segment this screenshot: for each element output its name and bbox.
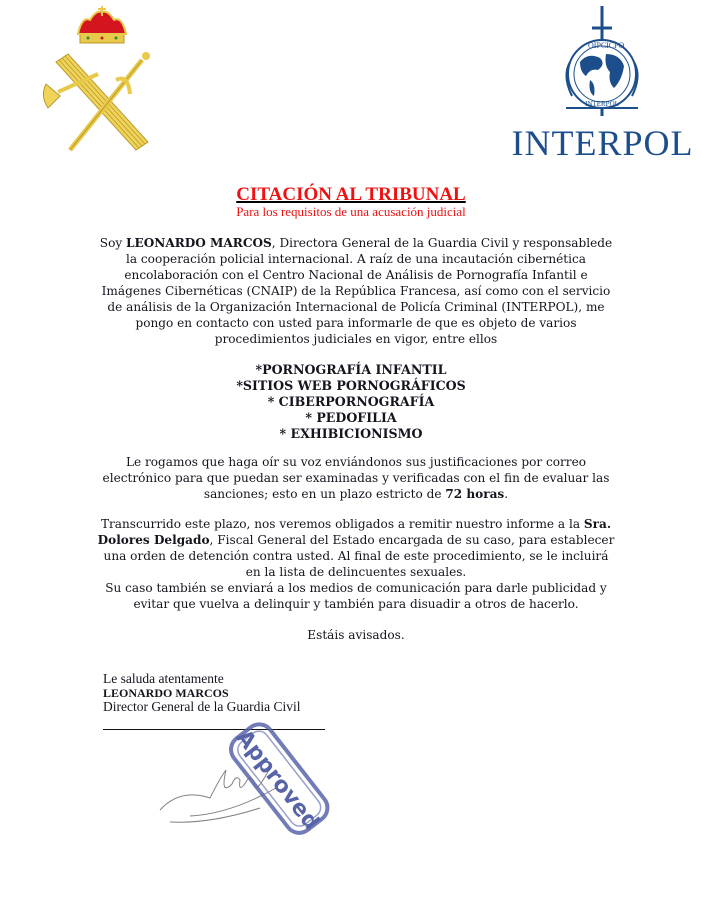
signature-block <box>103 672 301 714</box>
media-warning: Su caso también se enviará a los medios de comunicación para darle publicidad y evitar que vuelva a delinquir y también para disuadir a otros de hacerlo. <box>105 581 607 611</box>
intro-post: , Directora General de la Guardia Civil y responsablede la cooperación policial internacional. A raíz de una incautación cibernética encolaboración con el Centro Nacional de Análisis de Pornografía Infantil e Imágenes Cibernéticas (CNAIP) de la República Francesa, así como con el servicio de análisis de la Organización Internacional de Policía Criminal (INTERPOL), me pongo en contacto con usted para informarle de que es objeto de varios procedimientos judiciales en vigor, entre ellos <box>101 236 613 346</box>
document-header <box>0 184 702 219</box>
charge-item: * CIBERPORNOGRAFÍA <box>267 394 435 409</box>
interpol-ribbon-text: INTERPOL <box>585 100 619 108</box>
warning-pre: Transcurrido este plazo, nos veremos obligados a remitir nuestro informe a la <box>100 517 584 531</box>
crown-icon <box>78 6 126 43</box>
signer-role: Director General de la Guardia Civil <box>103 699 301 714</box>
charge-item: * EXHIBICIONISMO <box>279 426 423 441</box>
document-subtitle: Para los requisitos de una acusación judicial <box>236 204 466 219</box>
warning-post: , Fiscal General del Estado encargada de su caso, para establecer una orden de detención contra usted. Al final de este procedimiento, se le incluirá en la lista de delincuentes sexuales. <box>103 533 615 579</box>
approved-stamp <box>150 718 350 848</box>
sender-name: LEONARDO MARCOS <box>126 236 272 250</box>
closing-line: Estáis avisados. <box>307 628 405 642</box>
intro-paragraph <box>96 235 616 347</box>
interpol-logo <box>510 4 695 164</box>
charge-item: *PORNOGRAFÍA INFANTIL <box>255 362 447 377</box>
stamp-text: Approved <box>230 725 324 835</box>
warning-paragraph <box>96 516 616 612</box>
deadline: 72 horas <box>445 487 505 501</box>
intro-pre: Soy <box>99 236 127 250</box>
signer-name: LEONARDO MARCOS <box>103 686 229 700</box>
greeting: Le saluda atentamente <box>103 671 224 686</box>
charges-list <box>0 362 702 442</box>
interpol-emblem <box>510 4 695 124</box>
document-title: CITACIÓN AL TRIBUNAL <box>236 184 466 205</box>
request-paragraph <box>96 454 616 502</box>
charge-item: *SITIOS WEB PORNOGRÁFICOS <box>236 378 466 393</box>
interpol-ring-oipc: OIPC <box>588 41 607 50</box>
request-pre: Le rogamos que haga oír su voz enviándonos sus justificaciones por correo electrónico para que puedan ser examinadas y verificadas con el fin de evaluar las sanciones; esto en un plazo estricto de <box>102 455 610 501</box>
prosecutor-name: Sra. Dolores Delgado <box>97 517 612 547</box>
charge-item: * PEDOFILIA <box>305 410 397 425</box>
guardia-civil-emblem <box>38 4 158 154</box>
interpol-ring-icpo: ICPO <box>606 41 625 50</box>
request-post: . <box>504 487 509 501</box>
interpol-wordmark: INTERPOL <box>511 123 694 163</box>
